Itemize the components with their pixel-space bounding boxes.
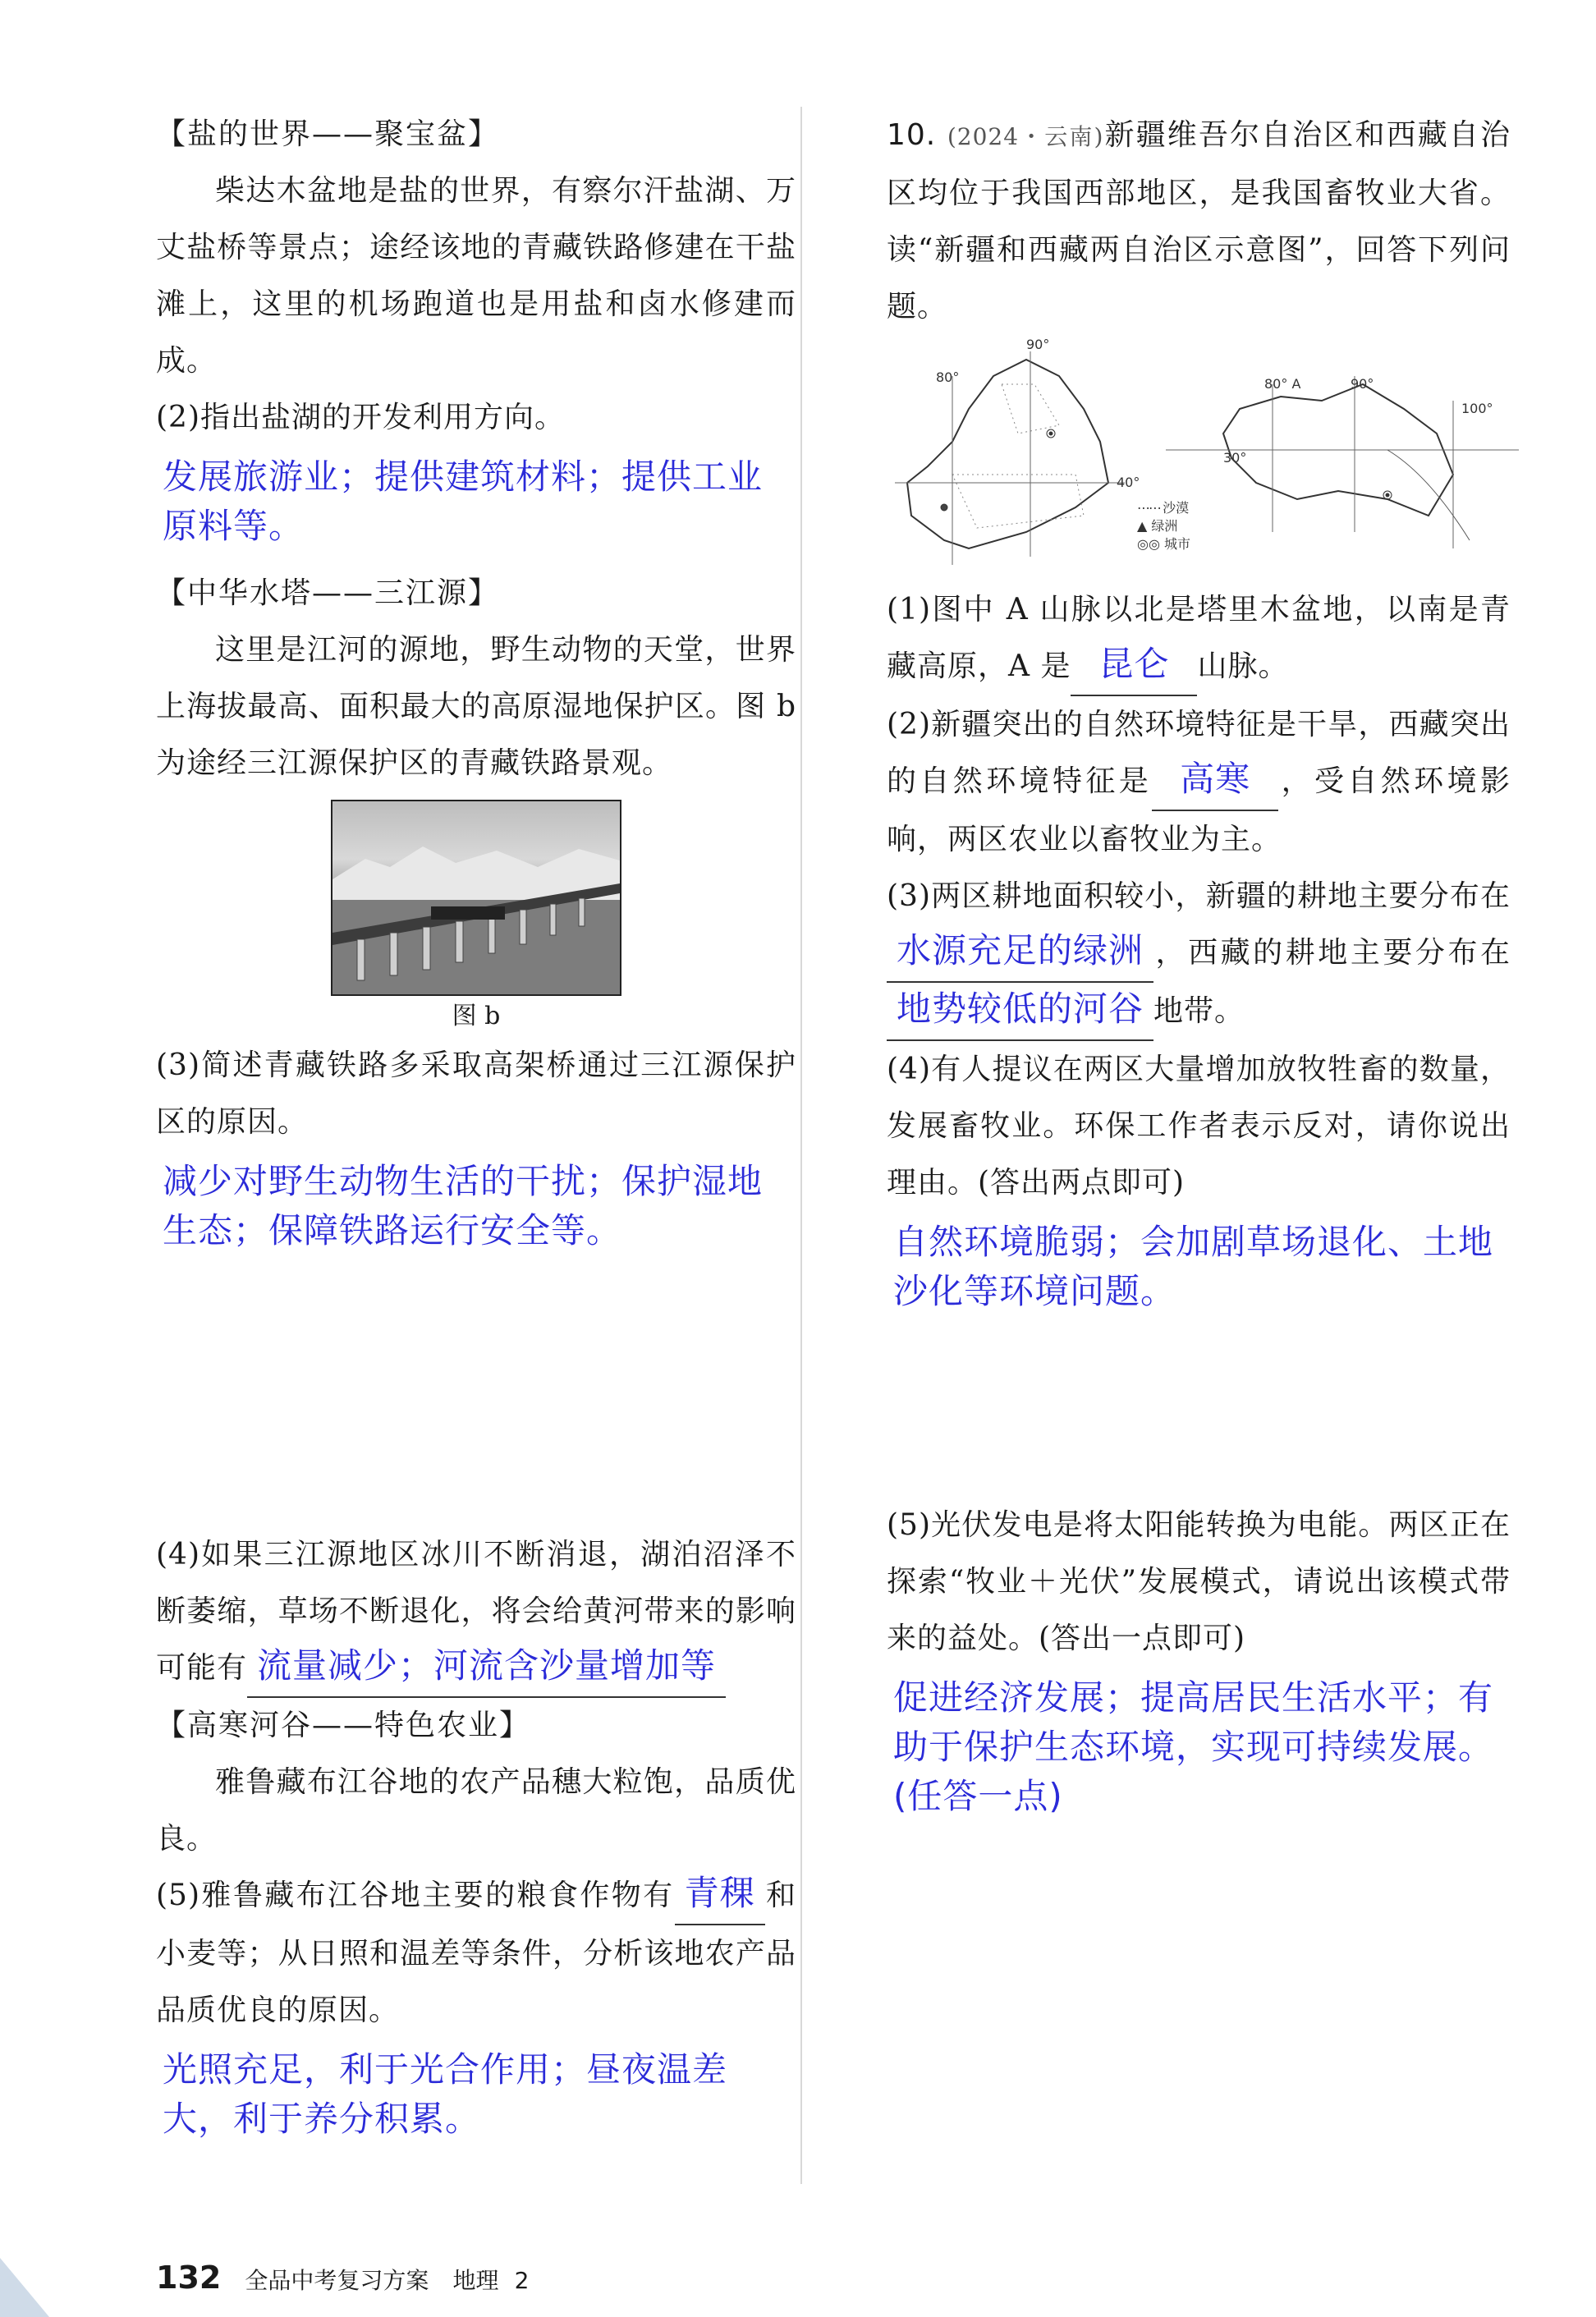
answer-4: 流量减少；河流含沙量增加等: [257, 1645, 717, 1686]
legend-desert-icon: ⋯⋯: [1137, 500, 1163, 516]
r-question-3: [887, 868, 1511, 1041]
answer-5-blank[interactable]: [675, 1867, 765, 1925]
r-answer-2-blank[interactable]: [1152, 753, 1278, 811]
section-heading-water-tower: 【中华水塔——三江源】: [156, 576, 500, 610]
answer-space: [156, 1255, 796, 1526]
section-heading-valley: 【高寒河谷——特色农业】: [156, 1709, 531, 1742]
paragraph-valley: 雅鲁藏布江谷地的农产品穗大粒饱，品质优良。: [156, 1765, 796, 1856]
r-answer-3a: 水源充足的绿洲: [897, 930, 1144, 970]
question-2: (2)指出盐湖的开发利用方向。: [156, 401, 565, 434]
question-3: (3)简述青藏铁路多采取高架桥通过三江源保护区的原因。: [156, 1048, 796, 1139]
answer-4-blank[interactable]: [247, 1640, 726, 1698]
volume-label: 2: [514, 2267, 530, 2294]
question-5-pre: (5)雅鲁藏布江谷地主要的粮食作物有: [156, 1879, 675, 1912]
question-4-text: (4)如果三江源地区冰川不断消退，湖泊沼泽不断萎缩，草场不断退化，将会给黄河带来的影响可能有: [156, 1538, 796, 1685]
answer-2: 发展旅游业；提供建筑材料；提供工业原料等。: [163, 457, 764, 546]
r-question-2: [887, 696, 1511, 868]
r-answer-5: 促进经济发展；提高居民生活水平；有助于保护生态环境，实现可持续发展。(任答一点): [893, 1677, 1494, 1816]
r-question-3-mid: ，西藏的耕地主要分布在: [1153, 936, 1511, 970]
xinjiang-outline: [895, 351, 1125, 565]
map-label-lon80A: 80° A: [1264, 376, 1301, 392]
r-answer-3b: 地势较低的河谷: [897, 989, 1144, 1029]
map-label-lon100: 100°: [1461, 401, 1493, 416]
book-title: 全品中考复习方案: [245, 2267, 429, 2294]
map-label-lon90: 90°: [1026, 337, 1050, 352]
subject-label: 地理: [452, 2267, 499, 2294]
question-10-text: 新疆维吾尔自治区和西藏自治区均位于我国西部地区，是我国畜牧业大省。读“新疆和西藏两自治区示意图”，回答下列问题。: [887, 118, 1511, 323]
map-label-lat40: 40°: [1117, 475, 1140, 490]
answer-3: 减少对野生动物生活的干扰；保护湿地生态；保障铁路运行安全等。: [163, 1161, 764, 1250]
xinjiang-tibet-map: [895, 337, 1519, 573]
paragraph-salt: 柴达木盆地是盐的世界，有察尔汗盐湖、万丈盐桥等景点；途经该地的青藏铁路修建在干盐滩上，这里的机场跑道也是用盐和卤水修建而成。: [156, 174, 796, 378]
column-divider: [800, 107, 802, 2184]
answer-5-crop: 青稞: [684, 1873, 755, 1913]
legend-oasis-icon: ▲: [1137, 518, 1152, 534]
r-answer-3a-blank[interactable]: [887, 925, 1153, 983]
r-question-2-post: ，受自然环境影响，两区农业以畜牧业为主。: [887, 764, 1511, 856]
r-answer-4: 自然环境脆弱；会加剧草场退化、土地沙化等环境问题。: [893, 1222, 1494, 1311]
question-number: 10.: [887, 118, 937, 152]
r-question-1-pre: (1)图中 A 山脉以北是塔里木盆地，以南是青藏高原，A 是: [887, 593, 1511, 683]
section-heading-salt: 【盐的世界——聚宝盆】: [156, 117, 500, 151]
r-answer-space: [887, 1316, 1511, 1497]
right-column: [887, 107, 1511, 1821]
question-source: (2024・云南): [947, 123, 1104, 150]
r-question-3-post: 地带。: [1153, 994, 1245, 1028]
r-answer-3b-blank[interactable]: [887, 983, 1153, 1041]
r-question-2-pre: (2)新疆突出的自然环境特征是干旱，西藏突出的自然环境特征是: [887, 708, 1511, 798]
legend-city: 城市: [1164, 536, 1191, 552]
r-question-1-post: 山脉。: [1197, 649, 1289, 683]
r-answer-2: 高寒: [1180, 759, 1251, 799]
map-label-lon80: 80°: [936, 369, 960, 385]
map-legend: [1137, 499, 1190, 553]
r-question-3-pre: (3)两区耕地面积较小，新疆的耕地主要分布在: [887, 879, 1511, 913]
answer-5: 光照充足，利于光合作用；昼夜温差大，利于养分积累。: [163, 2049, 728, 2139]
map-label-lat30: 30°: [1223, 450, 1247, 466]
left-column: [156, 107, 796, 2144]
r-answer-1-blank[interactable]: [1071, 638, 1197, 696]
page-number: 132: [156, 2260, 222, 2296]
map-label-lon90b: 90°: [1351, 376, 1374, 392]
r-question-5: (5)光伏发电是将太阳能转换为电能。两区正在探索“牧业＋光伏”发展模式，请说出该模式带来的益处。(答出一点即可): [887, 1508, 1511, 1655]
r-question-4: (4)有人提议在两区大量增加放牧牲畜的数量，发展畜牧业。环保工作者表示反对，请你说出理由。(答出两点即可): [887, 1053, 1511, 1200]
paragraph-water-tower: 这里是江河的源地，野生动物的天堂，世界上海拔最高、面积最大的高原湿地保护区。图 b 为途经三江源保护区的青藏铁路景观。: [156, 633, 796, 780]
legend-desert: 沙漠: [1163, 500, 1190, 516]
r-answer-1: 昆仑: [1098, 644, 1170, 684]
question-5-post: 和小麦等；从日照和温差等条件，分析该地农产品品质优良的原因。: [156, 1879, 796, 2027]
railway-bridge-photo: [331, 800, 621, 996]
question-5: [156, 1867, 796, 2039]
question-10-stem: [887, 107, 1511, 335]
legend-oasis: 绿洲: [1151, 518, 1178, 534]
legend-city-icon: ◎◎: [1137, 536, 1165, 552]
figure-caption: 图 b: [452, 1002, 501, 1030]
page-footer: [156, 2260, 529, 2296]
page-corner-decoration: [0, 2258, 49, 2317]
r-question-1: [887, 581, 1511, 696]
question-4: [156, 1526, 796, 1698]
